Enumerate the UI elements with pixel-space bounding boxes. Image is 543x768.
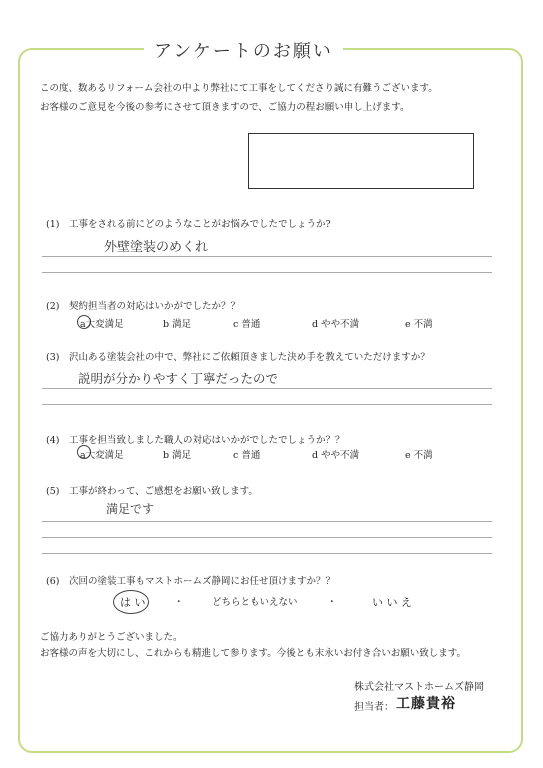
q1-answer: 外壁塗装のめくれ [104,240,209,255]
q4-option-c: c 普通 [233,450,261,461]
q5-label: (5) 工事が終わって、ご感想をお願い致します。 [46,486,258,497]
company-name: 株式会社マストホームズ静岡 [354,682,484,693]
answer-line [42,272,492,273]
answer-line [42,521,492,522]
q4-option-e: e 不満 [405,450,433,461]
intro-line-2: お客様のご意見を今後の参考にさせて頂きますので、ご協力の程お願い申し上げます。 [40,102,410,113]
q5-answer: 満足です [106,502,155,516]
answer-line [42,553,492,554]
q2-option-c: c 普通 [233,319,261,330]
q6-separator: ・ [174,597,184,608]
q2-option-e: e 不満 [405,319,433,330]
q6-label: (6) 次回の塗装工事もマストホームズ静岡にお任せ頂けますか？？ [46,576,335,587]
q2-option-d: d やや不満 [312,319,360,330]
q2-option-a: a大変満足 [80,319,124,330]
closing-line-1: ご協力ありがとうございました。 [40,632,183,643]
answer-line [42,537,492,538]
customer-name-box [248,133,474,189]
q2-label: (2) 契約担当者の対応はいかがでしたか？？ [46,301,240,312]
staff-signature: 工藤貴裕 [396,696,456,712]
page-title: アンケートのお願い [144,37,343,63]
staff-label: 担当者： [354,702,394,713]
q6-option-neither: どちらともいえない [212,597,298,608]
q6-option-yes: は い [120,596,146,609]
q6-separator: ・ [327,597,337,608]
answer-line [42,256,492,257]
q4-option-a: a大変満足 [80,450,124,461]
q4-option-b: b 満足 [163,450,192,461]
answer-line [42,388,492,389]
answer-line [42,404,492,405]
closing-line-2: お客様の声を大切にし、これからも精進して参ります。今後とも末永いお付き合いお願い致します。 [40,648,466,659]
q3-label: (3) 沢山ある塗装会社の中で、弊社にご依頼頂きました決め手を教えていただけますか？ [46,352,430,363]
q6-option-no: い い え [372,596,412,609]
q1-label: (1) 工事をされる前にどのようなことがお悩みでしたでしょうか? [46,219,331,230]
q4-option-d: d やや不満 [312,450,360,461]
q3-answer: 説明が分かりやすく丁寧だったので [78,371,279,386]
intro-line-1: この度、数あるリフォーム会社の中より弊社にて工事をしてくださり誠に有難うございます。 [40,83,438,94]
q2-option-b: b 満足 [163,319,192,330]
q4-label: (4) 工事を担当致しました職人の対応はいかがでしたでしょうか？？ [46,435,345,446]
